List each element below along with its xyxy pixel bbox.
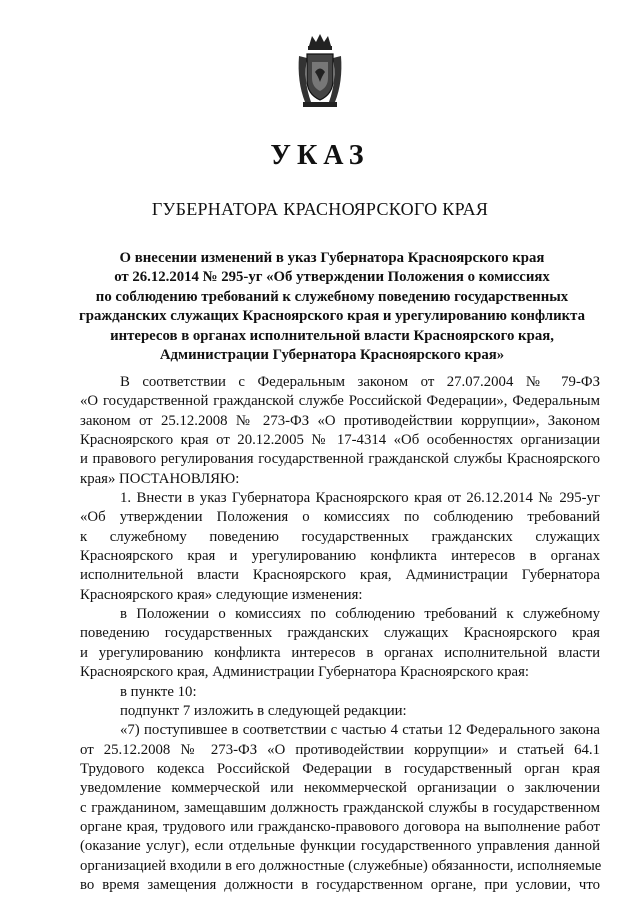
body-paragraph bbox=[80, 373, 600, 489]
paragraph-line: «Об утверждении Положения о комиссиях по соблюдению требований bbox=[80, 509, 600, 526]
paragraph-line: организацией входили в его должностные (служебные) обязанности, исполняемые bbox=[80, 857, 602, 874]
document-type: УКАЗ bbox=[270, 140, 370, 171]
coat-of-arms-icon bbox=[295, 32, 345, 110]
title-line: гражданских служащих Красноярского края и урегулированию конфликта bbox=[79, 308, 585, 325]
paragraph-line: уведомление коммерческой или некоммерческой организации о заключении bbox=[80, 780, 600, 797]
body-paragraph bbox=[80, 683, 600, 702]
paragraph-line: Красноярского края» следующие изменения: bbox=[80, 586, 363, 603]
paragraph-line: Красноярского края от 20.12.2005 № 17-4314 «Об особенностях организации bbox=[80, 432, 600, 449]
paragraph-line: 1. Внести в указ Губернатора Красноярского края от 26.12.2014 № 295-уг bbox=[120, 490, 600, 507]
paragraph-line: Красноярского края и урегулированию конфликта интересов в органах bbox=[80, 548, 600, 565]
paragraph-line: и правового регулирования государственной гражданской службы Красноярского bbox=[80, 451, 600, 468]
body-paragraph bbox=[80, 702, 600, 721]
title-line: от 26.12.2014 № 295-уг «Об утверждении Положения о комиссиях bbox=[114, 269, 550, 286]
paragraph-line: от 25.12.2008 № 273-ФЗ «О противодействии коррупции» и статьей 64.1 bbox=[80, 741, 600, 758]
paragraph-line: к служебному поведению государственных гражданских служащих bbox=[80, 528, 600, 545]
paragraph-line: органе края, трудового или гражданско-правового договора на выполнение работ bbox=[80, 818, 600, 835]
title-line: интересов в органах исполнительной власти Красноярского края, bbox=[110, 327, 554, 344]
paragraph-line: подпункт 7 изложить в следующей редакции: bbox=[120, 702, 407, 719]
paragraph-line: во время замещения должности в государственном органе, при условии, что bbox=[80, 876, 600, 893]
paragraph-line: Красноярского края, Администрации Губернатора Красноярского края: bbox=[80, 664, 530, 681]
paragraph-line: и урегулированию конфликта интересов в органах исполнительной власти bbox=[80, 644, 600, 661]
body-paragraph bbox=[80, 605, 600, 682]
paragraph-line: в Положении о комиссиях по соблюдению требований к служебному bbox=[120, 606, 600, 623]
paragraph-line: в пункте 10: bbox=[120, 683, 197, 700]
paragraph-line: с гражданином, замещавшим должность гражданской службы в государственном bbox=[80, 799, 600, 816]
paragraph-line: края» ПОСТАНОВЛЯЮ: bbox=[80, 470, 240, 487]
paragraph-line: «О государственной гражданской службе Российской Федерации», Федеральным bbox=[80, 393, 600, 410]
paragraph-line: поведению государственных гражданских служащих Красноярского края bbox=[80, 625, 600, 642]
paragraph-line: (оказание услуг), если отдельные функции государственного управления данной bbox=[80, 838, 600, 855]
paragraph-line: «7) поступившее в соответствии с частью 4 статьи 12 Федерального закона bbox=[120, 722, 600, 739]
body-paragraph bbox=[80, 489, 600, 605]
issuer-title: ГУБЕРНАТОРА КРАСНОЯРСКОГО КРАЯ bbox=[151, 199, 489, 219]
paragraph-line: В соответствии с Федеральным законом от 27.07.2004 № 79-ФЗ bbox=[120, 374, 600, 390]
title-line: Администрации Губернатора Красноярского края» bbox=[159, 347, 505, 364]
body-paragraph bbox=[80, 721, 600, 895]
paragraph-line: Трудового кодекса Российской Федерации в государственный орган края bbox=[80, 760, 600, 777]
title-line: О внесении изменений в указ Губернатора Красноярского края bbox=[119, 250, 545, 266]
paragraph-line: законом от 25.12.2008 № 273-ФЗ «О противодействии коррупции», Законом bbox=[80, 412, 600, 429]
title-line: по соблюдению требований к служебному поведению государственных bbox=[95, 288, 569, 305]
paragraph-line: исполнительной власти Красноярского края, Администрации Губернатора bbox=[80, 567, 600, 584]
decree-title bbox=[72, 249, 592, 365]
decree-body bbox=[80, 373, 600, 895]
